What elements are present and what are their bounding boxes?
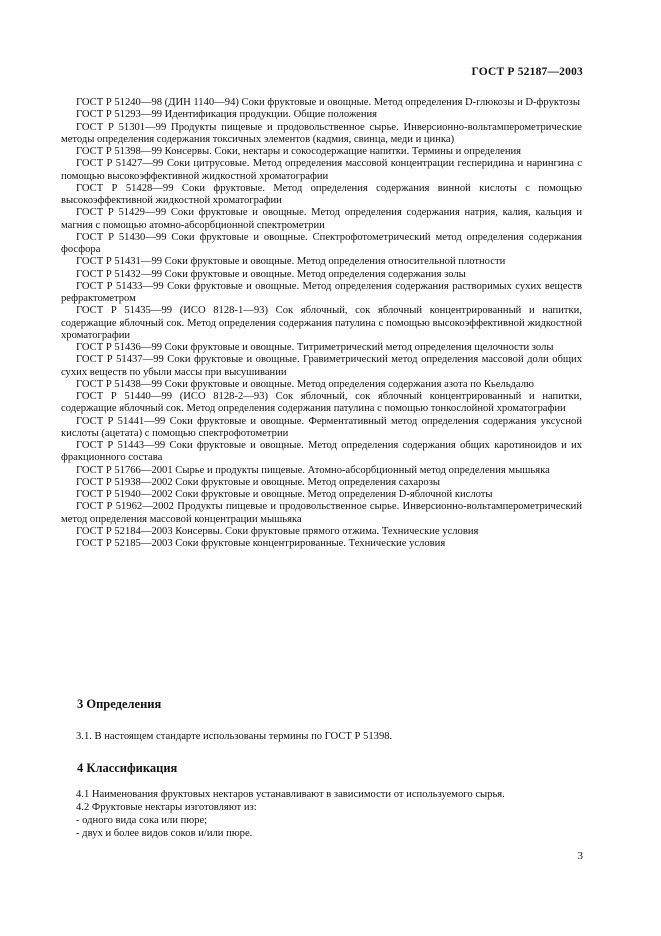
reference-item: ГОСТ Р 51432—99 Соки фруктовые и овощные. Метод определения содержания золы [76,268,466,280]
reference-item: ГОСТ Р 51441—99 Соки фруктовые и овощные. Ферментативный метод определения содержания уксусной кислоты (ацетата) с помощью спектрофотометрии [61,415,582,439]
section-4-paragraph-1: 4.1 Наименования фруктовых нектаров устанавливают в зависимости от используемого сырья. [76,789,505,800]
reference-item: ГОСТ Р 51940—2002 Соки фруктовые и овощные. Метод определения D-яблочной кислоты [76,489,493,500]
reference-item: ГОСТ Р 51429—99 Соки фруктовые и овощные. Метод определения содержания натрия, калия, кальция и магния с помощью атомно-абсорбционной спектрометрии [61,207,582,231]
reference-item: ГОСТ Р 51443—99 Соки фруктовые и овощные. Метод определения содержания общих каротиноидов и их фракционного состава [61,440,582,464]
reference-item: ГОСТ Р 51301—99 Продукты пищевые и продовольственное сырье. Инверсионно-вольтамперометрические методы определения содержания токсичных элементов (кадмия, свинца, меди и цинка) [61,121,582,145]
reference-item: ГОСТ Р 51435—99 (ИСО 8128-1—93) Сок яблочный, сок яблочный концентрированный и напитки, содержащие яблочный сок. Метод определения содержания патулина с помощью высокоэффективной жидкостной хроматографии [61,305,582,341]
normative-references-list [61,97,582,550]
section-3-paragraph: 3.1. В настоящем стандарте использованы термины по ГОСТ Р 51398. [76,731,393,742]
reference-item: ГОСТ Р 52184—2003 Консервы. Соки фруктовые прямого отжима. Технические условия [76,525,479,537]
section-3-heading: 3 Определения [77,697,162,711]
reference-item: ГОСТ Р 51427—99 Соки цитрусовые. Метод определения массовой концентрации гесперидина и нарингина с помощью высокоэффективной жидкостной хроматографии [61,158,582,182]
reference-item: ГОСТ Р 51962—2002 Продукты пищевые и продовольственное сырье. Инверсионно-вольтамперометрический метод определения массовой концентрации мышьяка [61,501,582,525]
reference-item: ГОСТ Р 51430—99 Соки фруктовые и овощные. Спектрофотометрический метод определения содержания фосфора [61,231,582,255]
reference-item: ГОСТ Р 51293—99 Идентификация продукции. Общие положения [76,109,378,121]
document-code-header: ГОСТ Р 52187—2003 [471,66,583,78]
reference-item: ГОСТ Р 51398—99 Консервы. Соки, нектары и сокосодержащие напитки. Термины и определения [76,146,522,157]
reference-item: ГОСТ Р 51438—99 Соки фруктовые и овощные. Метод определения содержания азота по Кьельдалю [76,378,534,390]
reference-item: ГОСТ Р 51766—2001 Сырье и продукты пищевые. Атомно-абсорбционный метод определения мышьяка [76,464,550,476]
page-number: 3 [577,850,583,862]
reference-item: ГОСТ Р 51437—99 Соки фруктовые и овощные. Гравиметрический метод определения массовой доли общих сухих веществ по убыли массы при высушивании [61,354,582,378]
reference-item: ГОСТ Р 51431—99 Соки фруктовые и овощные. Метод определения относительной плотности [76,256,506,268]
section-4-list-item: - одного вида сока или пюре; [76,815,208,826]
reference-item: ГОСТ Р 52185—2003 Соки фруктовые концентрированные. Технические условия [76,538,446,549]
reference-item: ГОСТ Р 51433—99 Соки фруктовые и овощные. Метод определения содержания растворимых сухих веществ рефрактометром [61,280,582,304]
reference-item: ГОСТ Р 51938—2002 Соки фруктовые и овощные. Метод определения сахарозы [76,476,441,488]
reference-item: ГОСТ Р 51428—99 Соки фруктовые. Метод определения содержания винной кислоты с помощью высокоэффективной жидкостной хроматографии [61,182,582,206]
reference-item: ГОСТ Р 51436—99 Соки фруктовые и овощные. Титриметрический метод определения щелочности золы [76,342,554,353]
section-4-heading: 4 Классификация [77,761,178,775]
reference-item: ГОСТ Р 51440—99 (ИСО 8128-2—93) Сок яблочный, сок яблочный концентрированный и напитки, содержащие яблочный сок. Метод определения содержания патулина с помощью тонкослойной хроматографии [61,391,582,415]
reference-item: ГОСТ Р 51240—98 (ДИН 1140—94) Соки фруктовые и овощные. Метод определения D-глюкозы и D-фруктозы [76,97,580,108]
section-4-list-item: - двух и более видов соков и/или пюре. [76,828,253,839]
section-4-paragraph-2: 4.2 Фруктовые нектары изготовляют из: [76,802,257,813]
